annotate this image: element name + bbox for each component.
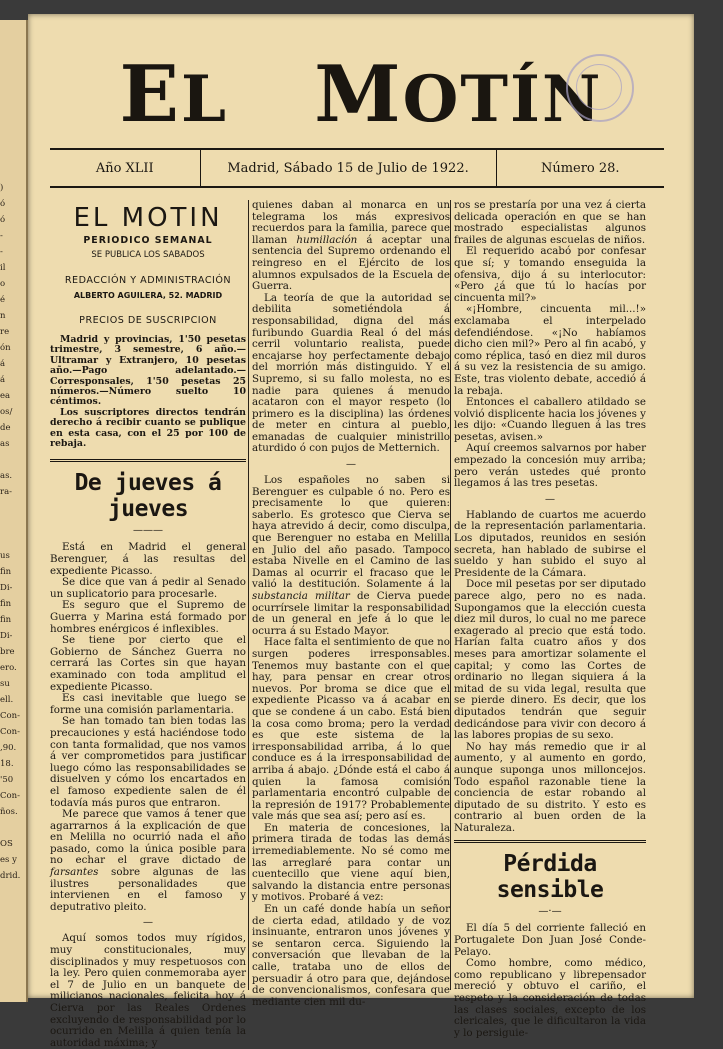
paragraph: Como hombre, como médico, como republicano y librepensador mereció y obtuvo el cariño, el respeto y la consideración de todas las clases sociales, excepto de los clericales, que le dificultaron la vida y lo persiguie- [454,957,646,1039]
previous-page-fragment: ra- [0,487,13,497]
box-admin-head: REDACCIÓN Y ADMINISTRACIÓN [64,275,232,287]
previous-page-fragment: á [0,359,6,369]
previous-page-fragment [0,452,26,468]
previous-page-fragment: OS [0,839,13,849]
box-title: EL MOTIN [73,203,223,233]
previous-page-fragment: su [0,679,10,689]
box-prices [50,335,246,449]
previous-page-fragment: ón [0,343,11,353]
previous-page-fragment: n [0,311,6,321]
previous-page-fragment: ños. [0,807,18,817]
paragraph: quienes daban al monarca en un telegrama los más expresivos recuerdos para la familia, parece que llaman humillación á aceptar una sentencia del Supremo ordenando el reingreso en el Ejército de los alumnos expulsados de la Escuela de Guerra. [252,199,450,293]
previous-page-fragment: Con- [0,711,20,721]
previous-page-fragment: Di- [0,583,13,593]
paragraph: En un café donde había un señor de cierta edad, atildado y de voz insinuante, entraron unos jóvenes y se sentaron cerca. Siguiendo la conversación que llevaban de la calle, trataba uno de ellos de persuadir á otro para que, dejándose de convencionalismos, confesara que mediante cien mil du- [252,903,450,1008]
paragraph: Me parece que vamos á tener que agarrarnos á la explicación de que en Melilla no ocurrió nada el año pasado, como la única posible para no echar el grave dictado de farsantes sobre algunas de las ilustres personalidades que intervienen en el famoso y deputrativo pleito. [50,808,246,913]
previous-page-fragment: ea [0,391,11,401]
previous-page-fragment: 18. [0,759,14,769]
article-title: De jueves á jueves [74,470,222,523]
newspaper-page [28,14,694,1049]
previous-page-fragment: es y [0,855,17,865]
previous-page-fragment [0,820,26,836]
previous-page-fragment: á [0,375,6,385]
prices-text: Los suscriptores directos tendrán derecho á recibir cuanto se publique en esta casa, con el 25 por 100 de rebaja. [50,406,246,450]
paragraph: Se dice que van á pedir al Senado un suplicatorio para procesarle. [50,576,246,600]
previous-page-fragment: Con- [0,727,20,737]
previous-page-fragment [0,516,26,532]
paragraph: Se han tomado tan bien todas las precauciones y está haciéndose todo con tanta formalidad, que nos vamos á ver comprometidos para justificar luego cómo las responsabilidades se disuelven y cómo los encartados en el famoso expediente salen de él todavía más puros que entraron. [50,715,246,809]
box-prices-head: PRECIOS DE SUSCRIPCION [79,315,217,327]
column-1 [50,200,246,1049]
previous-page-fragment: os/ [0,407,13,417]
previous-page-fragment: - [0,247,3,257]
issue-info-bar [50,148,664,188]
previous-page-fragment: o [0,279,6,289]
previous-page-fragment: ó [0,199,6,209]
paragraph: Entonces el caballero atildado se volvió displicente hacia los jóvenes y les dijo: «Cuando lleguen á las tres pesetas, avisen.» [454,396,646,443]
column-rule [450,200,451,990]
box-address: ALBERTO AGUILERA, 52. MADRID [73,290,223,300]
paragraph: El día 5 del corriente falleció en Portugalete Don Juan José Conde-Pelayo. [454,922,646,958]
previous-page-fragment: - [0,231,3,241]
paragraph: Se tiene por cierto que el Gobierno de Sánchez Guerra no cerrará las Cortes sin que hayan examinado con toda amplitud el expediente Picasso. [50,634,246,693]
title-underline: —·— [538,906,562,918]
issue-number: Número 28. [540,160,620,176]
previous-page-fragment: ell. [0,695,14,705]
masthead-letter: E [119,49,181,140]
previous-page-fragment: de [0,423,11,433]
paragraph: Hablando de cuartos me acuerdo de la representación parlamentaria. Los diputados, reunidos en sesión secreta, han hablado de subirse el sueldo y han subido el suyo al Presidente de la Cámara. [454,508,646,579]
previous-page-fragment: ó [0,215,6,225]
column-2 [252,200,450,1008]
column-3 [454,200,646,1039]
separator: — [143,917,153,929]
separator: — [346,459,356,471]
previous-page-fragment: us [0,551,10,561]
library-stamp-icon [566,54,634,122]
paragraph: Está en Madrid el general Berenguer, á las resultas del expediente Picasso. [50,541,246,577]
previous-page-edge [0,20,28,1002]
paragraph: No hay más remedio que ir al aumento, y al aumento en gordo, aunque suponga unos milloncejos. Todo español razonable tiene la conciencia de estar robando al diputado de su distrito. Y esto es contrario al buen orden de la Naturaleza. [454,740,646,834]
masthead-letters: OTÍN [402,62,603,137]
paragraph: Doce mil pesetas por ser diputado parece algo, pero no es nada. Supongamos que la elección cuesta diez mil duros, lo cual no me parece exagerado al precio que está todo. Harían falta cuatro años y dos meses para amortizar solamente el capital; y como las Cortes de ordinario no llegan siquiera á la mitad de su vida legal, resulta que se pierde dinero. Es decir, que los diputados tendrán que seguir dedicándose para vivir con decoro á las labores propias de su sexo. [454,578,646,742]
previous-page-fragment: ,90. [0,743,17,753]
previous-page-fragment: as. [0,471,13,481]
previous-page-fragment: '50 [0,775,14,785]
paragraph: La teoría de que la autoridad se debilita sometiéndola á responsabilidad, digna del más furibundo Guardia Real ó del más cerril voluntario realista, puede encajarse hoy perfectamente debajo del morrión más distinguido. Y el Supremo, si su fallo molesta, no es nadie para quienes á menudo acataron con el mayor respeto (lo primero es la disciplina) las órdenes de meter en cintura al pueblo, emanadas de cualquier ministrillo aturdido ó con pujos de Metternich. [252,291,450,455]
ornament-divider [50,459,246,464]
previous-page-fragment: drid. [0,871,21,881]
previous-page-fragment: Di- [0,631,13,641]
masthead-letters: L [180,62,228,137]
paragraph: ros se prestaría por una vez á cierta delicada operación en que se han mostrado especialistas algunos frailes de algunas escuelas de niños. [454,199,646,246]
previous-page-fragment: re [0,327,10,337]
article-title: Pérdida sensible [496,851,604,904]
paragraph: «¡Hombre, cincuenta mil...!» exclamaba el interpelado defendiéndose. «¡No habíamos dicho cien mil?» Pero al fin acabó, y como réplica, tasó en diez mil duros á su vez la resistencia de su amigo. Este, tras violento debate, accedió á la rebaja. [454,303,646,397]
paragraph: Es seguro que el Supremo de Guerra y Marina está formado por hombres enérgicos é inflexibles. [50,599,246,635]
previous-page-fragment: fin [0,599,12,609]
previous-page-fragment: il [0,263,6,273]
prices-text: Madrid y provincias, 1'50 pesetas trimestre, 3 semestre, 6 año.—Ultramar y Extranjero, 10 pesetas año.—Pago adelantado.—Corresponsales, 1'50 pesetas 25 números.—Número suelto 10 céntimos. [50,333,246,408]
separator: — [545,493,555,505]
previous-page-fragment [0,532,26,548]
column-rule [248,200,249,990]
previous-page-fragment: ero. [0,663,17,673]
issue-date: Madrid, Sábado 15 de Julio de 1922. [201,150,497,186]
paragraph: Aquí somos todos muy rígidos, muy constitucionales, muy disciplinados y muy respetuosos con la ley. Pero quien conmemoraba ayer el 7 de Julio en un banquete de milicianos nacionales, felicita hoy á Cierva por las Reales Ordenes excluyendo de responsabilidad por lo ocurrido en Melilla á quien tenía la autoridad máxima; y [50,932,246,1049]
previous-page-fragment: ) [0,183,4,193]
ornament-divider [454,840,646,845]
box-subtitle: PERIODICO SEMANAL [83,235,213,246]
paragraph: Es casi inevitable que luego se forme una comisión parlamentaria. [50,692,246,716]
box-published: SE PUBLICA LOS SABADOS [91,249,205,260]
paragraph: El requerido acabó por confesar que sí; y tomando enseguida la ofensiva, dijo á su interlocutor: «Pero ¿á que tú lo hacías por cincuenta mil?» [454,245,646,304]
previous-page-fragment: bre [0,647,15,657]
previous-page-fragment: fin [0,567,12,577]
masthead-letter: M [314,49,403,140]
paragraph: Los españoles no saben si Berenguer es culpable ó no. Pero es precisamente lo que quieren: saberlo. Es grotesco que Cierva se haya atrevido á decir, como disculpa, que Berenguer no estaba en Melilla en Julio del año pasado. Tampoco estaba Nivelle en el Camino de las Damas al ocurrir el fracaso que le valió la destitución. Solamente á la substancia militar de Cierva puede ocurrírsele limitar la responsabilidad de un general en jefe á lo que le ocurra á su Estado Mayor. [252,474,450,637]
paragraph: En materia de concesiones, la primera tirada de todas las demás irremediablemente. No sé como me las arreglaré para contar un cuentecillo que viene aquí bien, salvando la distancia entre personas y motivos. Probaré á vez: [252,821,450,904]
title-underline: ——— [133,525,163,537]
previous-page-fragment: Con- [0,791,20,801]
paragraph: Aquí creemos salvarnos por haber empezado la concesión muy arriba; pero verán ustedes qué pronto llegamos á las tres pesetas. [454,442,646,490]
paragraph: Hace falta el sentimiento de que no surgen poderes irresponsables. Tenemos muy bastante con el que hay, para pensar en crear otros nuevos. Por broma se dice que el expediente Picasso va á acabar en que se condene á un cabo. Está bien la cosa como broma; pero la verdad es que este sistema de la irresponsabilidad arriba, á lo que conduce es á la irresponsabilidad de arriba á abajo. ¿Dónde está el cabo á quien la famosa comisión parlamentaria encontró culpable de la represión de 1917? Probablemente vale más que sea así; pero así es. [252,636,450,823]
previous-page-fragment: fin [0,615,12,625]
issue-year: Año XLII [50,150,201,186]
previous-page-text-fragments [0,20,26,884]
previous-page-fragment: as [0,439,10,449]
previous-page-fragment [0,500,26,516]
previous-page-fragment: é [0,295,6,305]
